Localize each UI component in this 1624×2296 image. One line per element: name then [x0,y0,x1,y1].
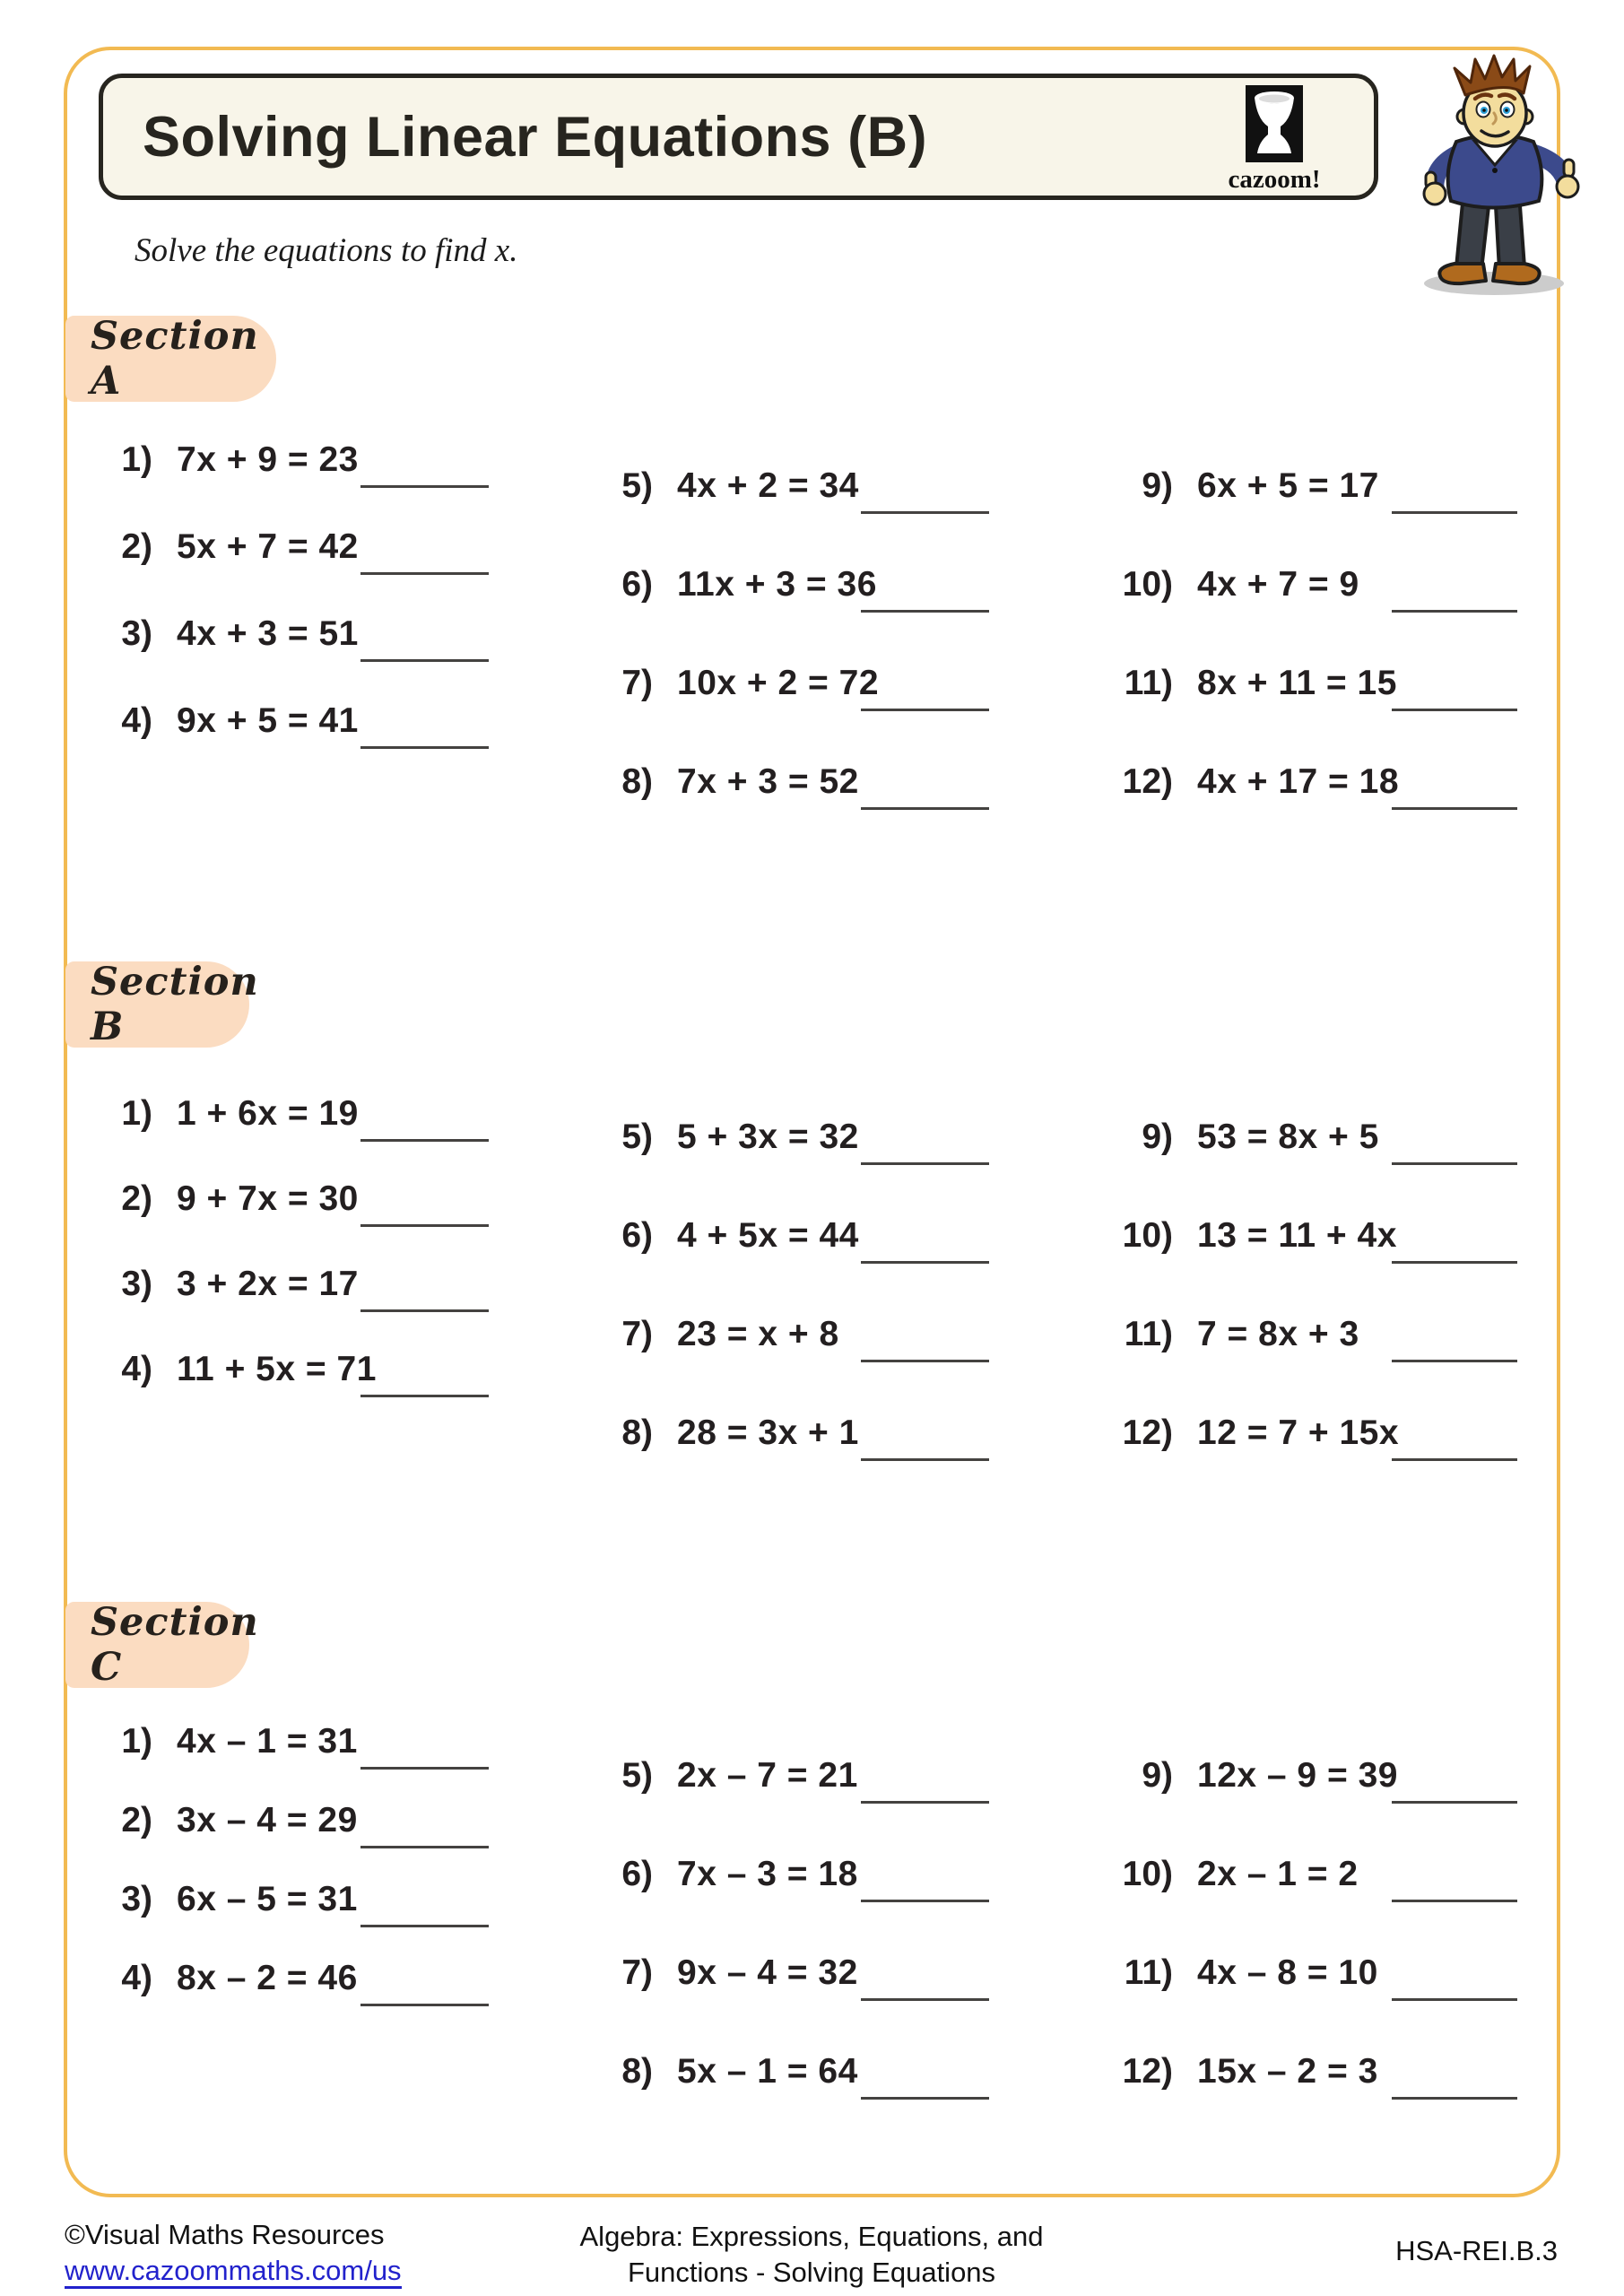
logo-wordmark: cazoom! [1228,165,1321,194]
section-b-header [65,960,259,1049]
problem-number: 12) [1122,762,1173,801]
problem-c12 [1110,2050,1541,2131]
answer-blank[interactable] [861,2097,989,2100]
equation-text: 3 + 2x = 17 [177,1265,359,1303]
footer-left [65,2217,402,2289]
answer-blank[interactable] [360,1767,489,1770]
problem-number: 4) [121,1959,152,1997]
answer-blank[interactable] [861,610,989,613]
section-a-header [65,316,276,402]
problem-number: 8) [621,1413,653,1452]
equation-text: 53 = 8x + 5 [1197,1118,1379,1156]
problem-number: 5) [621,1756,653,1795]
problem-b10 [1110,1214,1541,1295]
problem-number: 4) [121,1350,152,1388]
equation-text: 7x – 3 = 18 [677,1855,858,1893]
footer-url-link[interactable]: www.cazoommaths.com/us [65,2255,402,2289]
problem-c10 [1110,1853,1541,1934]
problem-number: 2) [121,1801,152,1839]
equation-text: 12 = 7 + 15x [1197,1413,1400,1452]
answer-blank[interactable] [861,1162,989,1165]
problem-number: 12) [1122,1413,1173,1452]
equation-text: 4x – 1 = 31 [177,1722,358,1761]
problem-number: 11) [1124,1315,1173,1353]
equation-text: 10x + 2 = 72 [677,664,880,702]
problem-c6 [590,1853,1020,1934]
answer-blank[interactable] [1392,1900,1517,1902]
problem-b5 [590,1116,1020,1196]
problem-number: 10) [1122,1855,1173,1893]
equation-text: 11x + 3 = 36 [677,565,877,604]
equation-text: 4 + 5x = 44 [677,1216,859,1255]
answer-blank[interactable] [360,485,489,488]
answer-blank[interactable] [1392,807,1517,810]
answer-blank[interactable] [360,572,489,575]
equation-text: 4x + 3 = 51 [177,614,359,653]
answer-blank[interactable] [861,709,989,711]
problem-a2 [90,526,520,606]
answer-blank[interactable] [861,1360,989,1362]
answer-blank[interactable] [1392,1360,1517,1362]
equation-text: 6x + 5 = 17 [1197,466,1379,505]
problem-number: 3) [121,1265,152,1303]
problem-number: 1) [121,1094,152,1133]
section-c-label: Section C [91,1600,259,1690]
equation-text: 2x – 7 = 21 [677,1756,858,1795]
problem-a8 [590,761,1020,841]
equation-text: 8x + 11 = 15 [1197,664,1397,702]
copyright-text: ©Visual Maths Resources [65,2219,385,2250]
equation-text: 5x – 1 = 64 [677,2052,858,2091]
problem-a10 [1110,563,1541,644]
problem-number: 9) [1142,1756,1173,1795]
answer-blank[interactable] [1392,1162,1517,1165]
answer-blank[interactable] [1392,709,1517,711]
problem-number: 2) [121,1179,152,1218]
answer-blank[interactable] [1392,1458,1517,1461]
section-b-label: Section B [91,960,259,1049]
equation-text: 9x + 5 = 41 [177,701,359,740]
page-title: Solving Linear Equations (B) [143,105,928,169]
equation-text: 7 = 8x + 3 [1197,1315,1359,1353]
problem-number: 7) [621,664,653,702]
cazoom-logo [1198,85,1350,196]
equation-text: 6x – 5 = 31 [177,1880,358,1918]
problem-c7 [590,1952,1020,2032]
problem-a7 [590,662,1020,743]
answer-blank[interactable] [360,1139,489,1142]
problem-number: 3) [121,614,152,653]
equation-text: 3x – 4 = 29 [177,1801,358,1839]
equation-text: 9x – 4 = 32 [677,1953,858,1992]
problem-c4 [90,1957,520,2038]
problem-a12 [1110,761,1541,841]
footer-topic [448,2219,1175,2291]
problem-b1 [90,1092,520,1173]
problem-number: 2) [121,527,152,566]
problem-a5 [590,465,1020,545]
problem-b4 [90,1348,520,1429]
problem-number: 5) [621,1118,653,1156]
answer-blank[interactable] [861,1458,989,1461]
problem-c11 [1110,1952,1541,2032]
problem-a1 [90,439,520,519]
problem-number: 8) [621,2052,653,2091]
problem-c2 [90,1799,520,1880]
problem-c8 [590,2050,1020,2131]
problem-number: 3) [121,1880,152,1918]
equation-text: 4x + 7 = 9 [1197,565,1359,604]
answer-blank[interactable] [360,1309,489,1312]
answer-blank[interactable] [1392,610,1517,613]
answer-blank[interactable] [360,1925,489,1927]
answer-blank[interactable] [360,2004,489,2006]
equation-text: 5x + 7 = 42 [177,527,359,566]
equation-text: 8x – 2 = 46 [177,1959,358,1997]
instruction-text: Solve the equations to find x. [135,232,518,269]
answer-blank[interactable] [1392,1801,1517,1804]
problem-number: 11) [1124,664,1173,702]
title-box [99,74,1378,200]
problem-b2 [90,1178,520,1258]
answer-blank[interactable] [360,746,489,749]
drum-icon [1246,151,1303,166]
footer-topic-line2: Functions - Solving Equations [627,2257,996,2288]
problem-c9 [1110,1754,1541,1835]
equation-text: 9 + 7x = 30 [177,1179,359,1218]
problem-a3 [90,613,520,693]
section-a-label: Section A [91,314,259,404]
problem-number: 9) [1142,1118,1173,1156]
problem-number: 5) [621,466,653,505]
problem-number: 9) [1142,466,1173,505]
problem-b12 [1110,1412,1541,1492]
answer-blank[interactable] [861,1900,989,1902]
answer-blank[interactable] [1392,1261,1517,1264]
answer-blank[interactable] [1392,2097,1517,2100]
problem-number: 7) [621,1953,653,1992]
problem-number: 11) [1124,1953,1173,1992]
problem-number: 10) [1122,1216,1173,1255]
answer-blank[interactable] [360,1395,489,1397]
equation-text: 13 = 11 + 4x [1197,1216,1397,1255]
section-c-header [65,1600,259,1690]
answer-blank[interactable] [1392,1998,1517,2001]
answer-blank[interactable] [861,1801,989,1804]
answer-blank[interactable] [861,807,989,810]
problem-number: 12) [1122,2052,1173,2091]
answer-blank[interactable] [360,659,489,662]
equation-text: 7x + 3 = 52 [677,762,859,801]
equation-text: 2x – 1 = 2 [1197,1855,1359,1893]
problem-a11 [1110,662,1541,743]
problem-number: 1) [121,440,152,479]
problem-b9 [1110,1116,1541,1196]
answer-blank[interactable] [861,1998,989,2001]
problem-c3 [90,1878,520,1959]
equation-text: 5 + 3x = 32 [677,1118,859,1156]
problem-b11 [1110,1313,1541,1394]
mascot-boy-illustration [1388,52,1612,303]
equation-text: 1 + 6x = 19 [177,1094,359,1133]
problem-number: 4) [121,701,152,740]
answer-blank[interactable] [360,1224,489,1227]
equation-text: 4x + 2 = 34 [677,466,859,505]
problem-number: 6) [621,1216,653,1255]
problem-number: 6) [621,1855,653,1893]
problem-number: 6) [621,565,653,604]
answer-blank[interactable] [861,511,989,514]
equation-text: 28 = 3x + 1 [677,1413,859,1452]
equation-text: 15x – 2 = 3 [1197,2052,1378,2091]
equation-text: 11 + 5x = 71 [177,1350,377,1388]
problem-number: 7) [621,1315,653,1353]
answer-blank[interactable] [861,1261,989,1264]
answer-blank[interactable] [1392,511,1517,514]
equation-text: 23 = x + 8 [677,1315,839,1353]
equation-text: 4x – 8 = 10 [1197,1953,1378,1992]
problem-a6 [590,563,1020,644]
problem-a4 [90,700,520,780]
equation-text: 12x – 9 = 39 [1197,1756,1398,1795]
problem-a9 [1110,465,1541,545]
problem-c5 [590,1754,1020,1835]
problem-c1 [90,1720,520,1801]
problem-b3 [90,1263,520,1344]
problem-b7 [590,1313,1020,1394]
footer-topic-line1: Algebra: Expressions, Equations, and [579,2221,1044,2252]
problem-number: 1) [121,1722,152,1761]
problem-number: 10) [1122,565,1173,604]
problem-b6 [590,1214,1020,1295]
problem-number: 8) [621,762,653,801]
standard-code: HSA-REI.B.3 [1395,2235,1558,2266]
problem-b8 [590,1412,1020,1492]
equation-text: 4x + 17 = 18 [1197,762,1400,801]
answer-blank[interactable] [360,1846,489,1848]
equation-text: 7x + 9 = 23 [177,440,359,479]
